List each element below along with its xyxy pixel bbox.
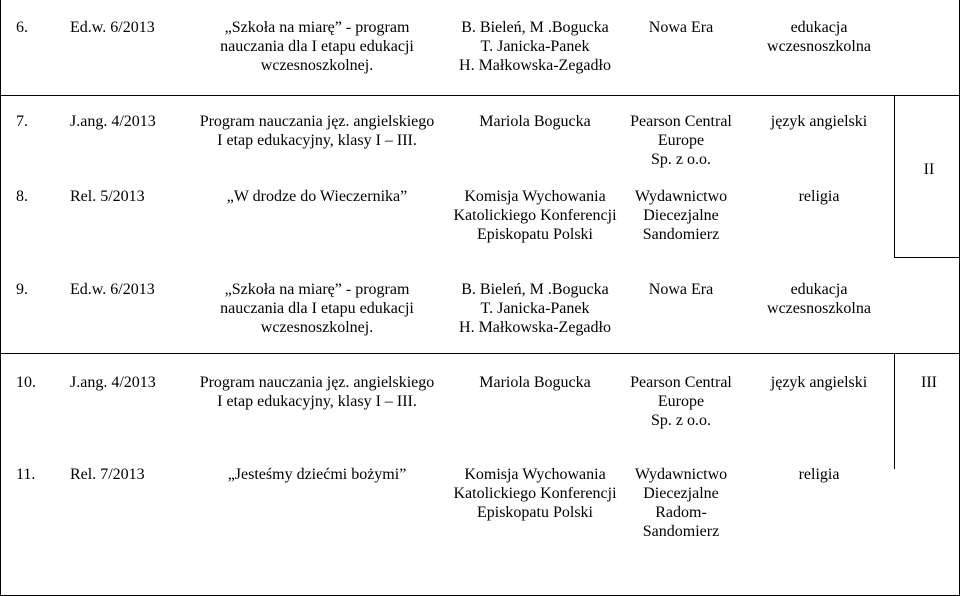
program-title: „W drodze do Wieczernika” <box>226 188 408 205</box>
grade-label-iii: III <box>921 374 937 391</box>
program-publisher: Nowa Era <box>648 281 714 298</box>
program-subject: język angielski <box>770 113 868 130</box>
program-authors: Mariola Bogucka <box>479 374 591 391</box>
program-code: Ed.w. 6/2013 <box>70 281 155 298</box>
row-number: 7. <box>16 113 28 130</box>
grade-divider <box>894 95 895 258</box>
program-title: Program nauczania jęz. angielskiego I etap edukacyjny, klasy I – III. <box>199 374 435 410</box>
program-authors: Komisja Wychowania Katolickiego Konferencji Episkopatu Polski <box>453 466 617 521</box>
group-divider <box>0 353 960 354</box>
program-code: Rel. 7/2013 <box>70 466 145 483</box>
grade-label-ii: II <box>923 161 935 178</box>
program-code: Rel. 5/2013 <box>70 188 145 205</box>
table-border-left <box>0 0 1 596</box>
program-publisher: Pearson Central Europe Sp. z o.o. <box>630 374 732 429</box>
program-subject: religia <box>798 188 840 205</box>
program-title: „Szkoła na miarę” - program nauczania dla I etapu edukacji wczesnoszkolnej. <box>220 19 414 74</box>
program-code: Ed.w. 6/2013 <box>70 19 155 36</box>
program-authors: Komisja Wychowania Katolickiego Konferencji Episkopatu Polski <box>453 188 617 243</box>
program-authors: B. Bieleń, M .Bogucka T. Janicka-Panek H. Małkowska-Zegadło <box>459 19 611 74</box>
row-number: 10. <box>16 374 36 391</box>
program-publisher: Nowa Era <box>648 19 714 36</box>
program-code: J.ang. 4/2013 <box>70 113 156 130</box>
program-publisher: Wydawnictwo Diecezjalne Radom- Sandomierz <box>634 466 728 540</box>
program-subject: edukacja wczesnoszkolna <box>767 281 871 317</box>
program-authors: B. Bieleń, M .Bogucka T. Janicka-Panek H. Małkowska-Zegadło <box>459 281 611 336</box>
program-title: „Szkoła na miarę” - program nauczania dla I etapu edukacji wczesnoszkolnej. <box>220 281 414 336</box>
row-number: 11. <box>16 466 36 483</box>
grade-divider <box>894 257 960 258</box>
row-number: 9. <box>16 281 28 298</box>
program-code: J.ang. 4/2013 <box>70 374 156 391</box>
program-subject: język angielski <box>770 374 868 391</box>
program-title: „Jesteśmy dziećmi bożymi” <box>227 466 407 483</box>
program-publisher: Wydawnictwo Diecezjalne Sandomierz <box>634 188 728 243</box>
row-number: 8. <box>16 188 28 205</box>
program-publisher: Pearson Central Europe Sp. z o.o. <box>630 113 732 168</box>
row-number: 6. <box>16 19 28 36</box>
program-authors: Mariola Bogucka <box>479 113 591 130</box>
group-divider <box>0 95 960 96</box>
program-subject: religia <box>798 466 840 483</box>
program-subject: edukacja wczesnoszkolna <box>767 19 871 55</box>
grade-divider <box>894 353 895 469</box>
program-title: Program nauczania jęz. angielskiego I etap edukacyjny, klasy I – III. <box>199 113 435 149</box>
